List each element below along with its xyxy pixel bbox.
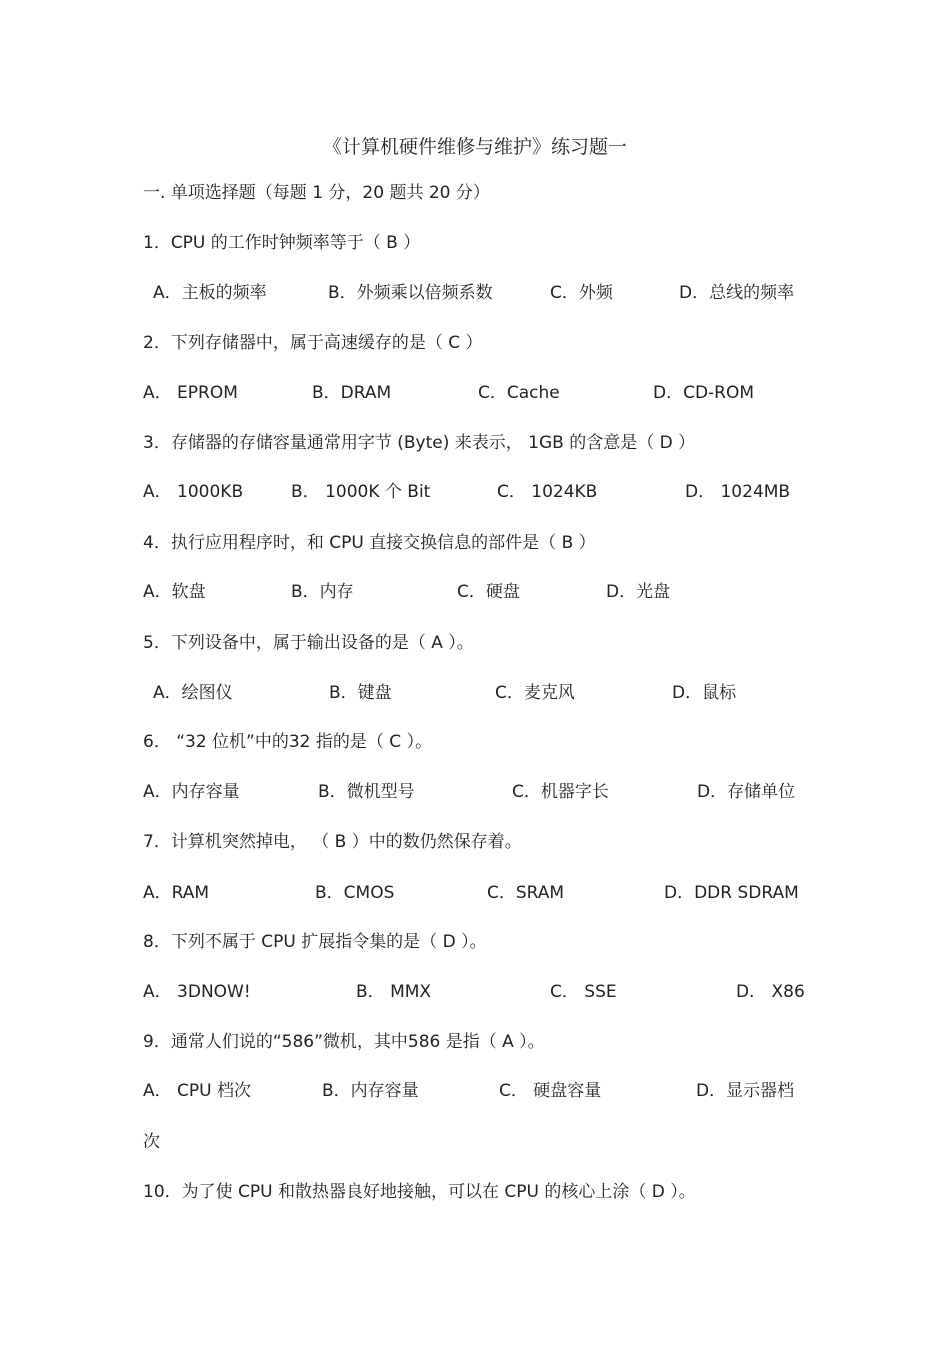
question-8: 8．下列不属于 CPU 扩展指令集的是（ D ）。: [143, 932, 487, 952]
option-c: C．SRAM: [487, 883, 565, 903]
question-7-options: [0, 882, 950, 904]
section-heading: 一. 单项选择题（每题 1 分，20 题共 20 分）: [143, 183, 490, 203]
option-d: D．DDR SDRAM: [664, 883, 799, 903]
option-a: A．绘图仪: [153, 683, 233, 703]
option-c: C．硬盘: [457, 582, 520, 602]
question-5: 5．下列设备中，属于输出设备的是（ A ）。: [143, 633, 474, 653]
option-a: A． 1000KB: [143, 482, 244, 502]
question-10: 10．为了使 CPU 和散热器良好地接触，可以在 CPU 的核心上涂（ D ）。: [143, 1182, 696, 1202]
option-b: B．内存容量: [322, 1081, 419, 1101]
question-6-options: [0, 781, 950, 803]
question-9: 9．通常人们说的“586”微机，其中586 是指（ A ）。: [143, 1032, 545, 1052]
option-d: D．CD-ROM: [653, 383, 755, 403]
option-c: C．机器字长: [512, 782, 609, 802]
option-d-wrap: 次: [143, 1132, 160, 1152]
question-4-options: [0, 581, 950, 603]
option-d: D． X86: [736, 982, 805, 1002]
option-c: C． 1024KB: [497, 482, 598, 502]
option-b: B．键盘: [329, 683, 392, 703]
question-5-options: [0, 682, 950, 704]
question-3: 3．存储器的存储容量通常用字节 (Byte) 来表示， 1GB 的含意是（ D ）: [143, 433, 696, 453]
option-d: D． 1024MB: [685, 482, 791, 502]
option-d: D．显示器档: [696, 1081, 795, 1101]
question-8-options: [0, 981, 950, 1003]
option-a: A．RAM: [143, 883, 210, 903]
option-b: B．CMOS: [315, 883, 395, 903]
option-a: A．主板的频率: [153, 283, 267, 303]
option-d: D．光盘: [606, 582, 671, 602]
option-a: A．软盘: [143, 582, 206, 602]
option-a: A． CPU 档次: [143, 1081, 252, 1101]
option-a: A． 3DNOW!: [143, 982, 251, 1002]
question-9-options: [0, 1080, 950, 1102]
question-2: 2．下列存储器中，属于高速缓存的是（ C ）: [143, 333, 483, 353]
question-1: 1．CPU 的工作时钟频率等于（ B ）: [143, 233, 421, 253]
option-c: C．麦克风: [495, 683, 575, 703]
option-c: C． SSE: [550, 982, 617, 1002]
question-4: 4．执行应用程序时，和 CPU 直接交换信息的部件是（ B ）: [143, 533, 596, 553]
question-1-options: [0, 282, 950, 304]
option-d: D．存储单位: [697, 782, 796, 802]
option-b: B． 1000K 个 Bit: [291, 482, 431, 502]
option-b: B．DRAM: [312, 383, 392, 403]
option-d: D．鼠标: [672, 683, 737, 703]
option-c: C．外频: [550, 283, 613, 303]
option-a: A． EPROM: [143, 383, 238, 403]
question-7: 7．计算机突然掉电， （ B ）中的数仍然保存着。: [143, 832, 522, 852]
option-a: A．内存容量: [143, 782, 240, 802]
question-6: 6． “32 位机”中的32 指的是（ C ）。: [143, 732, 433, 752]
option-c: C．Cache: [478, 383, 560, 403]
question-2-options: [0, 382, 950, 404]
option-b: B． MMX: [356, 982, 432, 1002]
option-b: B．内存: [291, 582, 354, 602]
option-b: B．微机型号: [318, 782, 415, 802]
option-d: D．总线的频率: [679, 283, 795, 303]
page-title: 《计算机硬件维修与维护》练习题一: [322, 136, 627, 158]
option-c: C． 硬盘容量: [499, 1081, 602, 1101]
option-b: B．外频乘以倍频系数: [328, 283, 493, 303]
question-3-options: [0, 481, 950, 503]
